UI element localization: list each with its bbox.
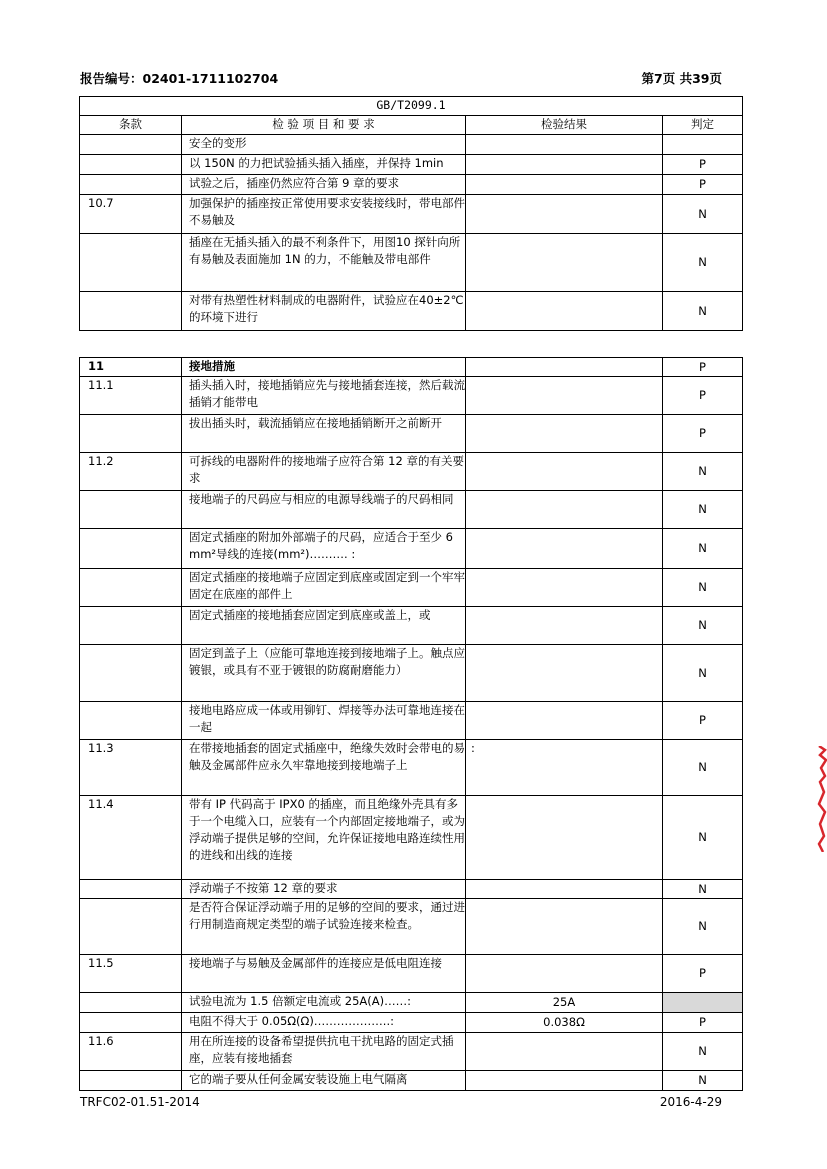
clause-cell xyxy=(80,607,182,645)
requirement-cell: 安全的变形 xyxy=(182,135,466,155)
result-cell xyxy=(466,607,663,645)
requirement-cell: 接地端子的尺码应与相应的电源导线端子的尺码相同 xyxy=(182,491,466,529)
requirement-cell: 在带接地插套的固定式插座中，绝缘失效时会带电的易触及金属部件应永久牢靠地接到接地端子上 xyxy=(182,740,466,796)
verdict-cell: N xyxy=(663,899,743,955)
verdict-cell: P xyxy=(663,155,743,175)
verdict-cell: N xyxy=(663,796,743,880)
requirement-cell: 浮动端子不按第 12 章的要求 xyxy=(182,880,466,899)
requirement-cell: 固定到盖子上（应能可靠地连接到接地端子上。触点应镀银，或具有不亚于镀银的防腐耐磨能力） xyxy=(182,645,466,702)
table-row xyxy=(80,195,743,234)
requirement-cell: 固定式插座的附加外部端子的尺码，应适合于至少 6 mm²导线的连接(mm²)………. : xyxy=(182,529,466,569)
result-cell xyxy=(466,955,663,993)
table-row xyxy=(80,993,743,1013)
verdict-cell: N xyxy=(663,234,743,292)
requirement-cell: 固定式插座的接地插套应固定到底座或盖上，或 xyxy=(182,607,466,645)
requirement-cell: 对带有热塑性材料制成的电器附件，试验应在40±2℃的环境下进行 xyxy=(182,292,466,331)
verdict-cell: N xyxy=(663,529,743,569)
result-cell xyxy=(466,645,663,702)
clause-cell xyxy=(80,645,182,702)
table-row xyxy=(80,135,743,155)
verdict-cell: N xyxy=(663,195,743,234)
verdict-cell: P xyxy=(663,377,743,415)
table-row xyxy=(80,415,743,453)
table-row xyxy=(80,1033,743,1071)
result-cell xyxy=(466,358,663,377)
table-row xyxy=(80,740,743,796)
result-cell xyxy=(466,415,663,453)
clause-cell xyxy=(80,292,182,331)
table-row xyxy=(80,175,743,195)
requirement-cell: 试验之后，插座仍然应符合第 9 章的要求 xyxy=(182,175,466,195)
inspection-table-2 xyxy=(79,357,743,1091)
clause-cell xyxy=(80,702,182,740)
requirement-cell: 接地电路应成一体或用铆钉、焊接等办法可靠地连接在一起 xyxy=(182,702,466,740)
clause-cell: 11 xyxy=(80,358,182,377)
section-title: 接地措施 xyxy=(182,358,466,377)
requirement-cell: 固定式插座的接地端子应固定到底座或固定到一个牢牢固定在底座的部件上 xyxy=(182,569,466,607)
result-cell: 25A xyxy=(466,993,663,1013)
table-row xyxy=(80,1071,743,1091)
clause-cell xyxy=(80,899,182,955)
clause-cell xyxy=(80,234,182,292)
result-cell: : xyxy=(466,740,663,796)
result-cell xyxy=(466,702,663,740)
result-cell xyxy=(466,529,663,569)
clause-cell xyxy=(80,1071,182,1091)
requirement-cell: 用在所连接的设备希望提供抗电干扰电路的固定式插座，应装有接地插套 xyxy=(182,1033,466,1071)
table-row xyxy=(80,529,743,569)
requirement-cell: 可拆线的电器附件的接地端子应符合第 12 章的有关要求 xyxy=(182,453,466,491)
clause-cell: 11.4 xyxy=(80,796,182,880)
clause-cell: 11.3 xyxy=(80,740,182,796)
result-cell xyxy=(466,234,663,292)
result-cell xyxy=(466,453,663,491)
requirement-cell: 插座在无插头插入的最不利条件下，用图10 探针向所有易触及表面施加 1N 的力，不能触及带电部件 xyxy=(182,234,466,292)
table-row xyxy=(80,607,743,645)
table-row xyxy=(80,234,743,292)
requirement-cell: 它的端子要从任何金属安装设施上电气隔离 xyxy=(182,1071,466,1091)
result-cell xyxy=(466,195,663,234)
table-row xyxy=(80,377,743,415)
verdict-cell xyxy=(663,993,743,1013)
verdict-cell: N xyxy=(663,453,743,491)
col-header-result: 检验结果 xyxy=(466,116,663,135)
table-row xyxy=(80,491,743,529)
clause-cell xyxy=(80,135,182,155)
table-row xyxy=(80,955,743,993)
col-header-clause: 条款 xyxy=(80,116,182,135)
clause-cell: 10.7 xyxy=(80,195,182,234)
clause-cell xyxy=(80,175,182,195)
requirement-cell: 试验电流为 1.5 倍额定电流或 25A(A)……: xyxy=(182,993,466,1013)
verdict-cell: P xyxy=(663,415,743,453)
verdict-cell: N xyxy=(663,740,743,796)
result-cell xyxy=(466,569,663,607)
verdict-cell xyxy=(663,135,743,155)
standard-title: GB/T2099.1 xyxy=(80,97,743,116)
clause-cell: 11.1 xyxy=(80,377,182,415)
verdict-cell: N xyxy=(663,645,743,702)
result-cell xyxy=(466,1071,663,1091)
table-row xyxy=(80,645,743,702)
clause-cell: 11.5 xyxy=(80,955,182,993)
report-number: 报告编号：02401-1711102704 xyxy=(80,71,279,86)
verdict-cell: P xyxy=(663,955,743,993)
result-cell xyxy=(466,899,663,955)
result-cell: 0.038Ω xyxy=(466,1013,663,1033)
page-number: 第7页 共39页 xyxy=(641,71,722,86)
result-cell xyxy=(466,292,663,331)
verdict-cell: N xyxy=(663,491,743,529)
requirement-cell: 以 150N 的力把试验插头插入插座，并保持 1min xyxy=(182,155,466,175)
verdict-cell: P xyxy=(663,1013,743,1033)
clause-cell xyxy=(80,880,182,899)
table-row xyxy=(80,292,743,331)
section-row xyxy=(80,358,743,377)
clause-cell: 11.6 xyxy=(80,1033,182,1071)
result-cell xyxy=(466,491,663,529)
requirement-cell: 接地端子与易触及金属部件的连接应是低电阻连接 xyxy=(182,955,466,993)
requirement-cell: 加强保护的插座按正常使用要求安装接线时，带电部件不易触及 xyxy=(182,195,466,234)
result-cell xyxy=(466,880,663,899)
verdict-cell: P xyxy=(663,702,743,740)
result-cell xyxy=(466,175,663,195)
table-row xyxy=(80,453,743,491)
requirement-cell: 电阻不得大于 0.05Ω(Ω)………………..: xyxy=(182,1013,466,1033)
result-cell xyxy=(466,796,663,880)
verdict-cell: P xyxy=(663,175,743,195)
table-row xyxy=(80,880,743,899)
col-header-requirement: 检 验 项 目 和 要 求 xyxy=(182,116,466,135)
verdict-cell: N xyxy=(663,880,743,899)
verdict-cell: N xyxy=(663,1071,743,1091)
stamp-edge-mark xyxy=(817,746,827,852)
form-number: TRFC02-01.51-2014 xyxy=(80,1095,200,1109)
clause-cell xyxy=(80,529,182,569)
result-cell xyxy=(466,135,663,155)
verdict-cell: N xyxy=(663,1033,743,1071)
requirement-cell: 带有 IP 代码高于 IPX0 的插座，而且绝缘外壳具有多于一个电缆入口，应装有一个内部固定接地端子，或为浮动端子提供足够的空间，允许保证接地电路连续性用的进线和出线的连接 xyxy=(182,796,466,880)
clause-cell xyxy=(80,1013,182,1033)
table-row xyxy=(80,796,743,880)
table-row xyxy=(80,702,743,740)
requirement-cell: 是否符合保证浮动端子用的足够的空间的要求，通过进行用制造商规定类型的端子试验连接来检查。 xyxy=(182,899,466,955)
verdict-cell: N xyxy=(663,292,743,331)
requirement-cell: 拔出插头时，载流插销应在接地插销断开之前断开 xyxy=(182,415,466,453)
col-header-verdict: 判定 xyxy=(663,116,743,135)
table-row xyxy=(80,1013,743,1033)
clause-cell: 11.2 xyxy=(80,453,182,491)
clause-cell xyxy=(80,155,182,175)
footer-date: 2016-4-29 xyxy=(659,1095,722,1109)
table-row xyxy=(80,899,743,955)
table-row xyxy=(80,569,743,607)
verdict-cell: N xyxy=(663,569,743,607)
result-cell xyxy=(466,377,663,415)
clause-cell xyxy=(80,415,182,453)
clause-cell xyxy=(80,491,182,529)
verdict-cell: N xyxy=(663,607,743,645)
clause-cell xyxy=(80,993,182,1013)
result-cell xyxy=(466,1033,663,1071)
clause-cell xyxy=(80,569,182,607)
requirement-cell: 插头插入时，接地插销应先与接地插套连接，然后载流插销才能带电 xyxy=(182,377,466,415)
table-row xyxy=(80,155,743,175)
verdict-cell: P xyxy=(663,358,743,377)
result-cell xyxy=(466,155,663,175)
inspection-table-1 xyxy=(79,96,743,331)
